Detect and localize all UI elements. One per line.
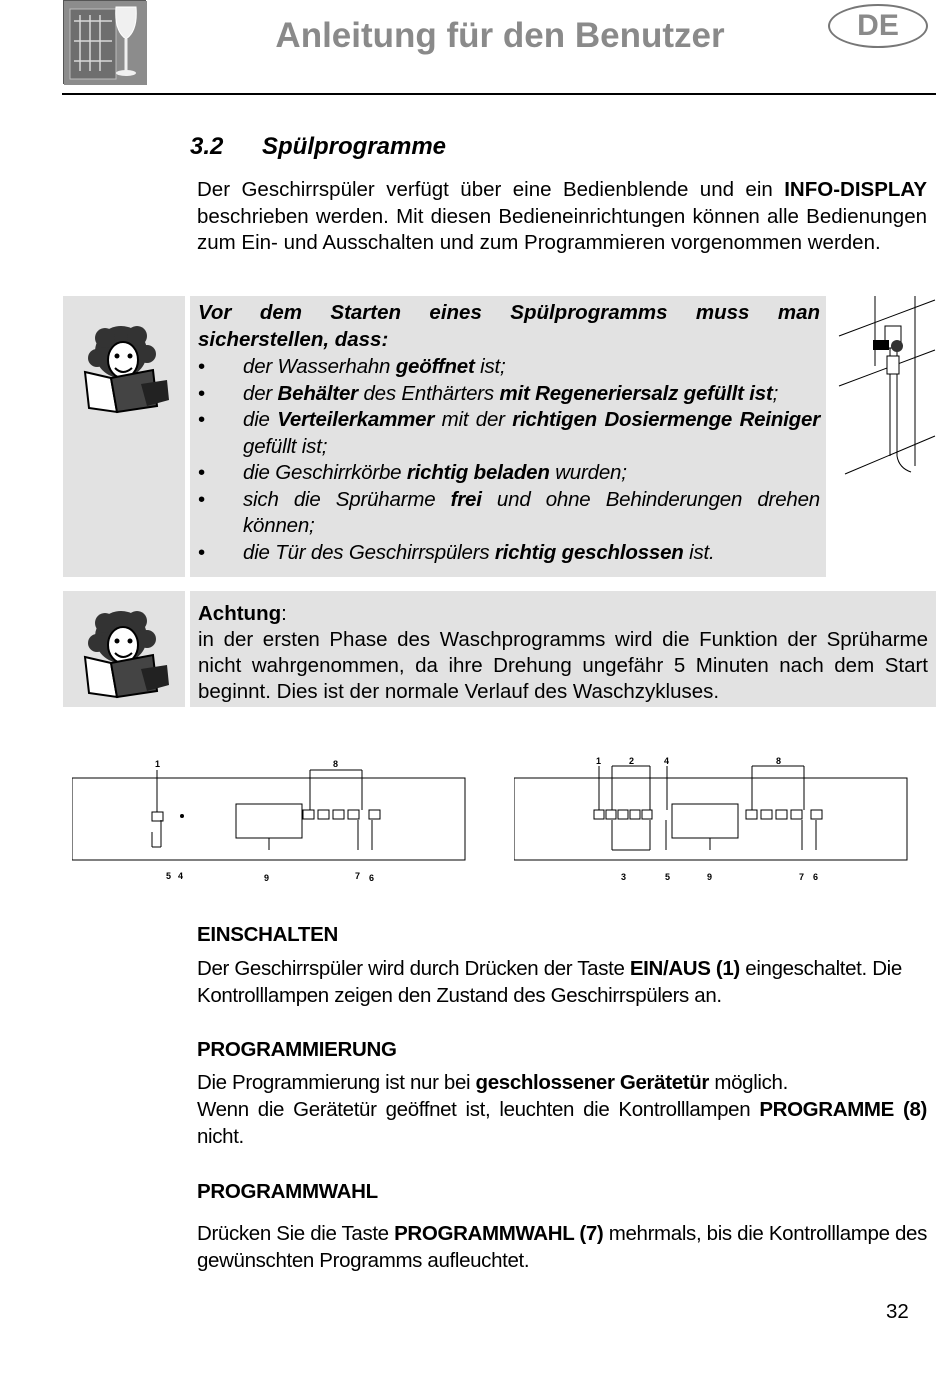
einschalten-text: Der Geschirrspüler wird durch Drücken der Taste EIN/AUS (1) eingeschaltet. Die Kontrolllampen zeigen den Zustand des Geschirrspülers an. bbox=[197, 957, 902, 1007]
callout-label: 7 bbox=[799, 872, 805, 882]
precheck-list bbox=[198, 354, 820, 566]
section-title-text: Spülprogramme bbox=[262, 133, 447, 160]
control-panel-diagram-right bbox=[514, 752, 909, 884]
callout-label: 5 bbox=[166, 871, 172, 881]
callout-label: 1 bbox=[155, 759, 161, 769]
list-item: • der Wasserhahn geöffnet ist; bbox=[198, 354, 820, 381]
list-item: • die Geschirrkörbe richtig beladen wurden; bbox=[198, 460, 820, 487]
header-title: Anleitung für den Benutzer bbox=[275, 16, 725, 55]
warning-notice bbox=[190, 591, 936, 707]
warning-text: in der ersten Phase des Waschprogramms wird die Funktion der Sprüharme nicht wahrgenommen, da ihre Drehung ungefähr 5 Minuten nach dem Start beginnt. Dies ist der normale Verlauf des Waschzykluses. bbox=[198, 628, 928, 703]
callout-label: 1 bbox=[596, 756, 602, 766]
dishwasher-logo bbox=[63, 0, 146, 84]
programmierung-heading: PROGRAMMIERUNG bbox=[197, 1038, 397, 1061]
precheck-lead: Vor dem Starten eines Spülprogramms muss man sicherstellen, dass: bbox=[198, 301, 820, 351]
control-panel-diagram-left bbox=[72, 752, 467, 884]
programmwahl-heading: PROGRAMMWAHL bbox=[197, 1180, 378, 1203]
callout-label: 4 bbox=[178, 871, 184, 881]
callout-label: 7 bbox=[355, 871, 361, 881]
water-tap-icon bbox=[835, 296, 937, 476]
programmwahl-text: Drücken Sie die Taste PROGRAMMWAHL (7) mehrmals, bis die Kontrolllampe des gewünschten Programms aufleuchtet. bbox=[197, 1222, 927, 1272]
callout-label: 9 bbox=[264, 873, 270, 883]
warning-icon-panel bbox=[63, 591, 185, 707]
callout-label: 2 bbox=[629, 756, 635, 766]
callout-label: 8 bbox=[333, 759, 339, 769]
reading-woman-icon bbox=[63, 296, 185, 577]
intro-paragraph: Der Geschirrspüler verfügt über eine Bedienblende und ein INFO-DISPLAY beschrieben werden. Mit diesen Bedieneinrichtungen können alle Bedienungen zum Ein- und Ausschalten und zum Programmieren vorgenommen werden. bbox=[197, 178, 927, 254]
callout-label: 6 bbox=[369, 873, 375, 883]
list-item: • die Verteilerkammer mit der richtigen Dosiermenge Reiniger gefüllt ist; bbox=[198, 407, 820, 460]
callout-label: 9 bbox=[707, 872, 713, 882]
einschalten-heading: EINSCHALTEN bbox=[197, 923, 338, 946]
list-item: • sich die Sprüharme frei und ohne Behinderungen drehen können; bbox=[198, 487, 820, 540]
callout-label: 4 bbox=[664, 756, 670, 766]
programmierung-text-2: Wenn die Gerätetür geöffnet ist, leuchten die Kontrolllampen PROGRAMME (8) nicht. bbox=[197, 1098, 927, 1148]
notice-icon-panel bbox=[63, 296, 185, 577]
callout-label: 3 bbox=[621, 872, 627, 882]
section-number: 3.2 bbox=[190, 133, 224, 160]
list-item: • die Tür des Geschirrspülers richtig geschlossen ist. bbox=[198, 540, 820, 567]
section-title bbox=[190, 133, 446, 161]
water-tap-illustration bbox=[835, 296, 937, 476]
callout-label: 8 bbox=[776, 756, 782, 766]
dishwasher-glass-icon bbox=[64, 1, 147, 85]
page-number: 32 bbox=[886, 1300, 909, 1323]
callout-label: 5 bbox=[665, 872, 671, 882]
programmierung-text-1: Die Programmierung ist nur bei geschlossener Gerätetür möglich. bbox=[197, 1071, 788, 1094]
language-badge: DE bbox=[828, 4, 928, 48]
reading-woman-icon bbox=[63, 591, 185, 707]
header-divider bbox=[62, 93, 936, 95]
warning-heading: Achtung: bbox=[198, 602, 287, 625]
callout-label: 6 bbox=[813, 872, 819, 882]
info-display-term: INFO-DISPLAY bbox=[784, 178, 927, 201]
list-item: • der Behälter des Enthärters mit Regeneriersalz gefüllt ist; bbox=[198, 381, 820, 408]
precheck-notice bbox=[190, 296, 826, 577]
